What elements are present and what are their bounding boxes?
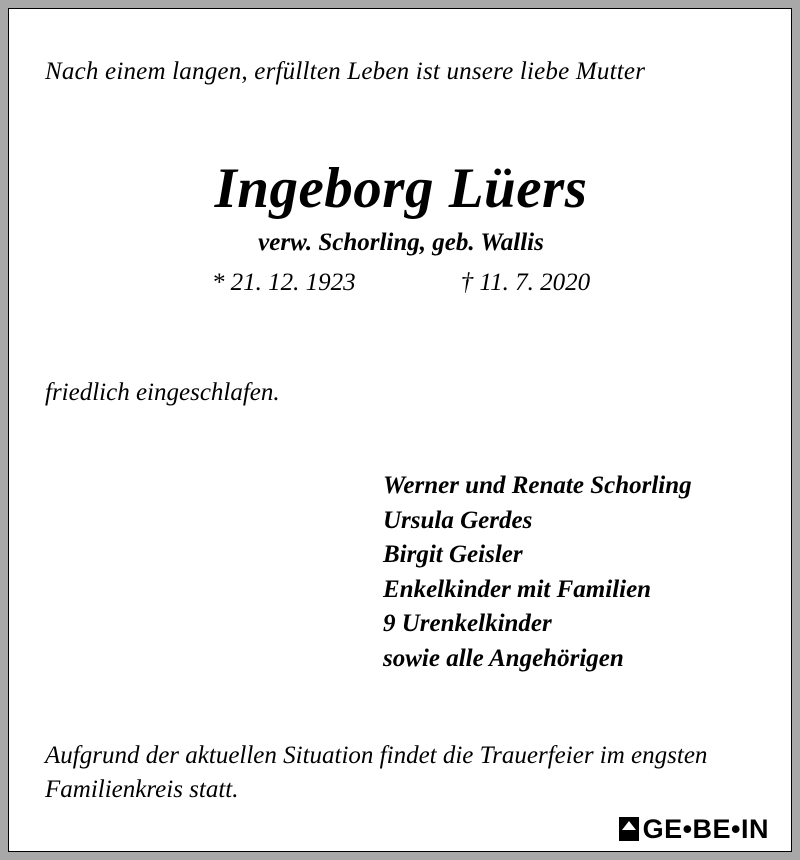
birth-date: * 21. 12. 1923 — [211, 269, 356, 296]
closing-text: Aufgrund der aktuellen Situation findet die Trauerfeier im engsten Familienkreis statt. — [45, 742, 708, 803]
list-item: sowie alle Angehörigen — [383, 644, 624, 672]
list-item: Enkelkinder mit Familien — [383, 575, 652, 603]
list-item: Werner und Renate Schorling — [383, 472, 692, 499]
gebein-logo — [619, 815, 769, 843]
dates-row — [9, 266, 792, 300]
passed-away-text: friedlich eingeschlafen. — [45, 379, 280, 406]
obituary-notice — [8, 8, 792, 852]
intro-text: Nach einem langen, erfüllten Leben ist unsere liebe Mutter — [45, 58, 646, 85]
flag-mark-icon — [619, 817, 639, 841]
maiden-name: verw. Schorling, geb. Wallis — [258, 229, 544, 256]
death-date: † 11. 7. 2020 — [460, 269, 591, 296]
name-block — [9, 157, 792, 300]
logo-text: GE•BE•IN — [642, 814, 769, 844]
survivors-list — [383, 469, 783, 676]
list-item: Ursula Gerdes — [383, 506, 533, 534]
deceased-name: Ingeborg Lüers — [214, 157, 588, 220]
list-item: Birgit Geisler — [383, 541, 523, 568]
list-item: 9 Urenkelkinder — [383, 610, 552, 637]
